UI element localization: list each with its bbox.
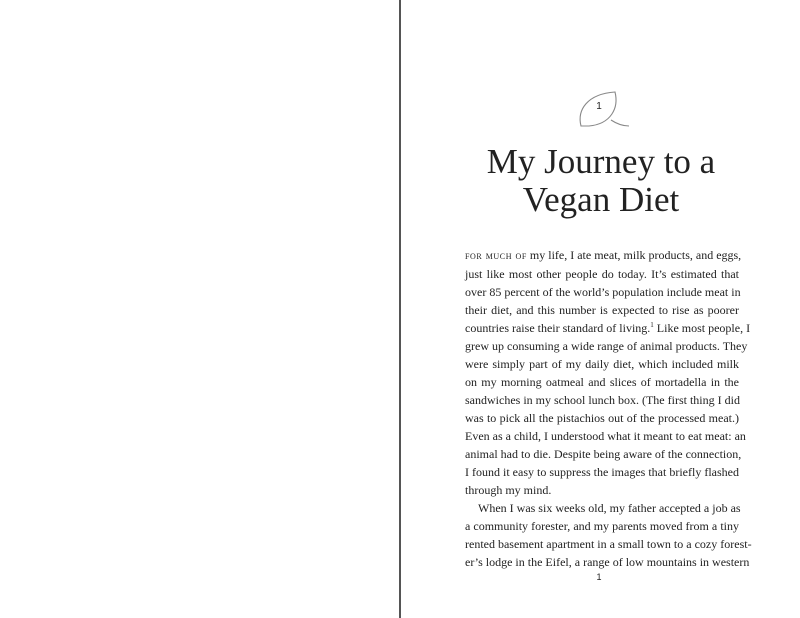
body-line: was to pick all the pistachios out of the processed meat.) <box>465 411 739 425</box>
body-line-text: Like most people, I <box>653 321 751 335</box>
body-line-text: my life, I ate meat, milk products, and eggs, <box>526 248 742 262</box>
chapter-number: 1 <box>596 101 602 112</box>
body-line: sandwiches in my school lunch box. (The first thing I did <box>465 393 740 407</box>
body-line: were simply part of my daily diet, which included milk <box>465 357 739 371</box>
body-line: er’s lodge in the Eifel, a range of low mountains in western <box>465 555 750 569</box>
body-line: Even as a child, I understood what it meant to eat meat: an <box>465 429 746 443</box>
paragraph-1 <box>465 246 751 499</box>
body-line: through my mind. <box>465 483 552 497</box>
chapter-title-line-2: Vegan Diet <box>522 180 680 219</box>
body-line: just like most other people do today. It’s estimated that <box>465 267 739 281</box>
body-line: rented basement apartment in a small town to a cozy forest- <box>465 537 752 551</box>
body-line <box>465 246 742 265</box>
body-line: grew up consuming a wide range of animal products. They <box>465 339 748 353</box>
chapter-title <box>421 143 781 219</box>
body-line-text: countries raise their standard of living. <box>465 321 651 335</box>
body-line: a community forester, and my parents moved from a tiny <box>465 519 739 533</box>
body-line: over 85 percent of the world’s population include meat in <box>465 285 741 299</box>
page-number: 1 <box>596 572 602 582</box>
body-line: I found it easy to suppress the images that briefly flashed <box>465 465 739 479</box>
opening-smallcaps: for much of <box>465 250 527 262</box>
footnote-reference: 1 <box>650 321 654 329</box>
body-line: on my morning oatmeal and slices of mortadella in the <box>465 375 739 389</box>
chapter-body <box>465 246 752 571</box>
chapter-title-line-1: My Journey to a <box>486 142 716 181</box>
right-page <box>401 0 800 618</box>
body-line: their diet, and this number is expected to rise as poorer <box>465 303 739 317</box>
body-line: When I was six weeks old, my father accepted a job as <box>478 501 741 515</box>
body-line <box>465 319 751 337</box>
paragraph-2 <box>465 499 752 571</box>
body-line: animal had to die. Despite being aware of the connection, <box>465 447 742 461</box>
